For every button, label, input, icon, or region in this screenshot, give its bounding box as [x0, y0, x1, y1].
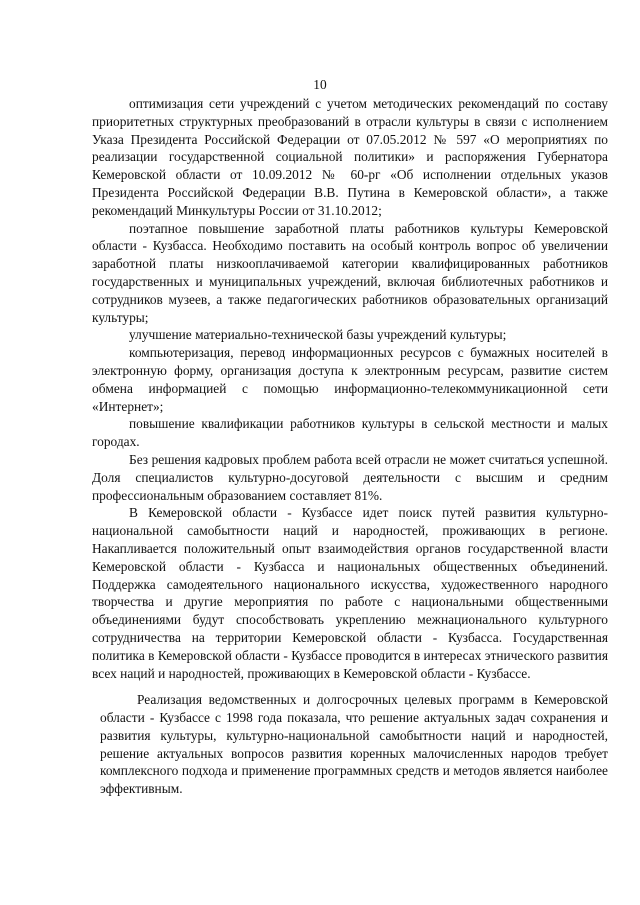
- paragraph-national-identity: В Кемеровской области - Кузбассе идет поиск путей развития культурно-национальной самобытности наций и народностей, проживающих в регионе. Накапливается положительный опыт взаимодействия органов государственной власти Кемеровской области - Кузбасса и национальных общественных объединений. Поддержка самодеятельного национального искусства, художественного народного творчества и другие мероприятия по работе с национальными общественными объединениями будут способствовать укреплению межнационального культурного сотрудничества на территории Кемеровской области - Кузбасса. Государственная политика в Кемеровской области - Кузбассе проводится в интересах этнического развития всех наций и народностей, проживающих в Кемеровской области - Кузбассе.: [92, 505, 608, 681]
- shifted-block: [92, 691, 608, 798]
- page-number: 10: [313, 77, 327, 92]
- paragraph-salary-increase: поэтапное повышение заработной платы работников культуры Кемеровской области - Кузбасса. Необходимо поставить на особый контроль вопрос об увеличении заработной платы низкооплачиваемой категории квалифицированных работников государственных и муниципальных учреждений, включая библиотечных работников и сотрудников музеев, а также педагогических работников образовательных организаций культуры;: [92, 220, 608, 325]
- paragraph-qualification: повышение квалификации работников культуры в сельской местности и малых городах.: [92, 416, 608, 450]
- document-body: [92, 95, 608, 798]
- paragraph-network-optimization: оптимизация сети учреждений с учетом методических рекомендаций по составу приоритетных структурных преобразований в отрасли культуры в связи с исполнением Указа Президента Российской Федерации от 07.05.2012 № 597 «О мероприятиях по реализации государственной социальной политики» и распоряжения Губернатора Кемеровской области от 10.09.2012 № 60-рг «Об исполнении отдельных указов Президента Российской Федерации В.В. Путина в Кемеровской области», а также рекомендаций Минкультуры России от 31.10.2012;: [92, 96, 608, 218]
- paragraph-staffing: Без решения кадровых проблем работа всей отрасли не может считаться успешной. Доля специалистов культурно-досуговой деятельности с высшим и средним профессиональным образованием составляет 81%.: [92, 451, 608, 503]
- paragraph-material-base: улучшение материально-технической базы учреждений культуры;: [129, 327, 507, 343]
- paragraph-target-programs: Реализация ведомственных и долгосрочных целевых программ в Кемеровской области - Кузбассе с 1998 года показала, что решение актуальных задач сохранения и развития культуры, культурно-национальной самобытности наций и народностей, решение актуальных вопросов развития коренных малочисленных народов требует комплексного подхода и применение программных средств и методов является наиболее эффективным.: [100, 692, 608, 797]
- paragraph-computerization: компьютеризация, перевод информационных ресурсов с бумажных носителей в электронную форму, организация доступа к электронным ресурсам, развитие систем обмена информацией с помощью информационно-телекоммуникационной сети «Интернет»;: [92, 345, 608, 414]
- paragraph-gap: [92, 682, 608, 691]
